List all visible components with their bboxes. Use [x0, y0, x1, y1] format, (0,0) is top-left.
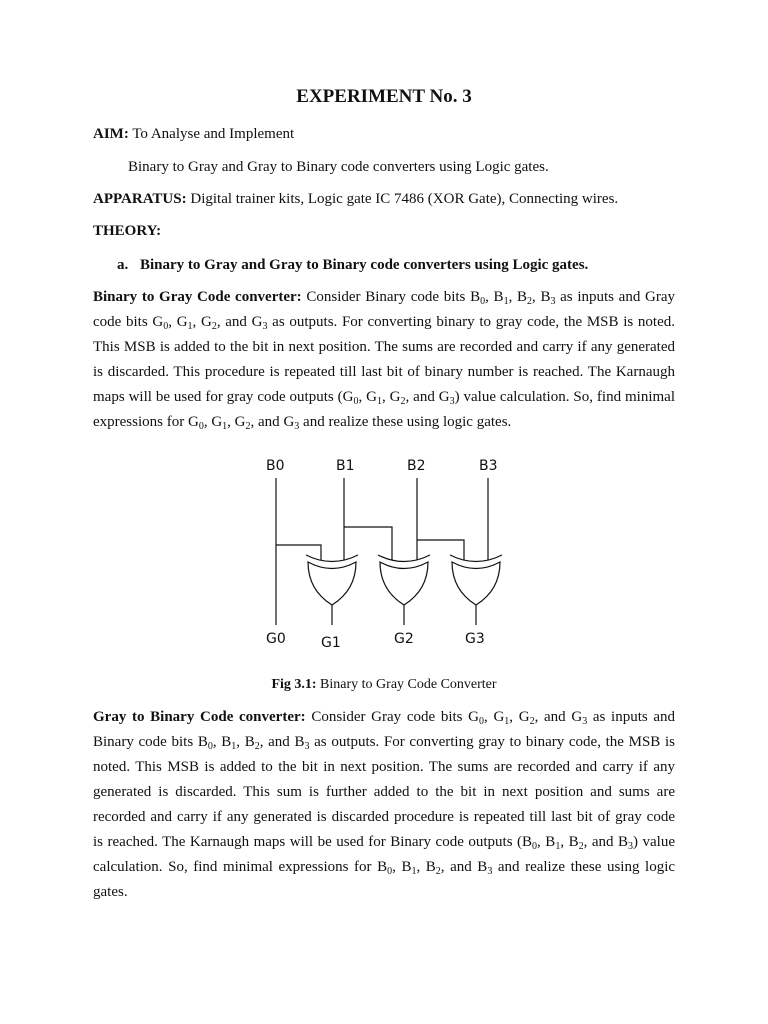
output-label-g3: G3	[465, 631, 485, 647]
paragraph-line: calculation. So, find minimal expressions for $B_0$, $B_1$, $B_2$, and $B_3$ and realize these using logic	[93, 859, 676, 877]
paragraph-line: Binary code bits $B_0$, $B_1$, $B_2$, and $B_3$ as outputs. For converting gray to binary code, the MSB is	[93, 734, 675, 752]
paragraph-line: This MSB is added to the bit in next position. The sums are recorded and carry if any generated	[93, 339, 675, 355]
g2b-paragraph	[93, 705, 675, 905]
page-title: EXPERIMENT No. 3	[296, 86, 472, 107]
paragraph-line: Binary to Gray Code converter: Consider Binary code bits $B_0$, $B_1$, $B_2$, $B_3$ as inputs and Gray	[93, 289, 676, 307]
theory-heading: THEORY:	[93, 223, 162, 239]
apparatus-label: APPARATUS:	[93, 191, 187, 207]
apparatus-text: Digital trainer kits, Logic gate IC 7486 (XOR Gate), Connecting wires.	[190, 191, 619, 207]
paragraph-line: Gray to Binary Code converter: Consider Gray code bits $G_0$, $G_1$, $G_2$, and $G_3$ as inputs and	[93, 709, 676, 727]
output-label-g1: G1	[321, 635, 341, 651]
theory-item-marker: a.	[117, 257, 129, 273]
input-label-b0: B0	[266, 458, 285, 474]
aim-detail: Binary to Gray and Gray to Binary code converters using Logic gates.	[128, 159, 549, 175]
wire-b0-gate1	[276, 545, 321, 560]
figure-caption	[0, 677, 768, 693]
figure-caption-text: Binary to Gray Code Converter	[320, 677, 497, 692]
aim-text: To Analyse and Implement	[132, 126, 295, 142]
paragraph-line: is reached. The Karnaugh maps will be used for Binary code outputs ($B_0$, $B_1$, $B_2$, and $B_3$) value	[93, 834, 675, 852]
input-label-b2: B2	[407, 458, 426, 474]
g2b-heading: Gray to Binary Code converter:	[93, 709, 306, 725]
xor-gate-1	[306, 555, 358, 625]
paragraph-line: generated is discarded. This sum is further added to the bit in next position and sums are	[93, 784, 675, 800]
output-label-g0: G0	[266, 631, 286, 647]
paragraph-line: gates.	[93, 884, 128, 900]
b2g-heading: Binary to Gray Code converter:	[93, 289, 302, 305]
input-label-b1: B1	[336, 458, 355, 474]
aim-label: AIM:	[93, 126, 129, 142]
output-label-g2: G2	[394, 631, 414, 647]
paragraph-line: maps will be used for gray code outputs ($G_0$, $G_1$, $G_2$, and $G_3$) value calculation. So, find minimal	[93, 389, 675, 407]
figure-caption-label: Fig 3.1:	[271, 677, 317, 692]
paragraph-line: recorded and carry if any generated is discarded procedure is repeated till last bit of gray code	[93, 809, 675, 825]
xor-gate-3	[450, 555, 502, 625]
paragraph-line: noted. This MSB is added to the bit in next position. The sums are recorded and carry if any	[93, 759, 675, 775]
xor-gate-2	[378, 555, 430, 625]
input-label-b3: B3	[479, 458, 498, 474]
paragraph-line: code bits $G_0$, $G_1$, $G_2$, and $G_3$ as outputs. For converting binary to gray code, the MSB is noted.	[93, 314, 675, 332]
theory-item-text: Binary to Gray and Gray to Binary code converters using Logic gates.	[140, 257, 589, 273]
paragraph-line: is discarded. This procedure is repeated till last bit of binary number is reached. The Karnaugh	[93, 364, 675, 380]
wire-b1-gate2	[344, 527, 392, 560]
paragraph-line: expressions for $G_0$, $G_1$, $G_2$, and $G_3$ and realize these using logic gates.	[93, 414, 512, 432]
